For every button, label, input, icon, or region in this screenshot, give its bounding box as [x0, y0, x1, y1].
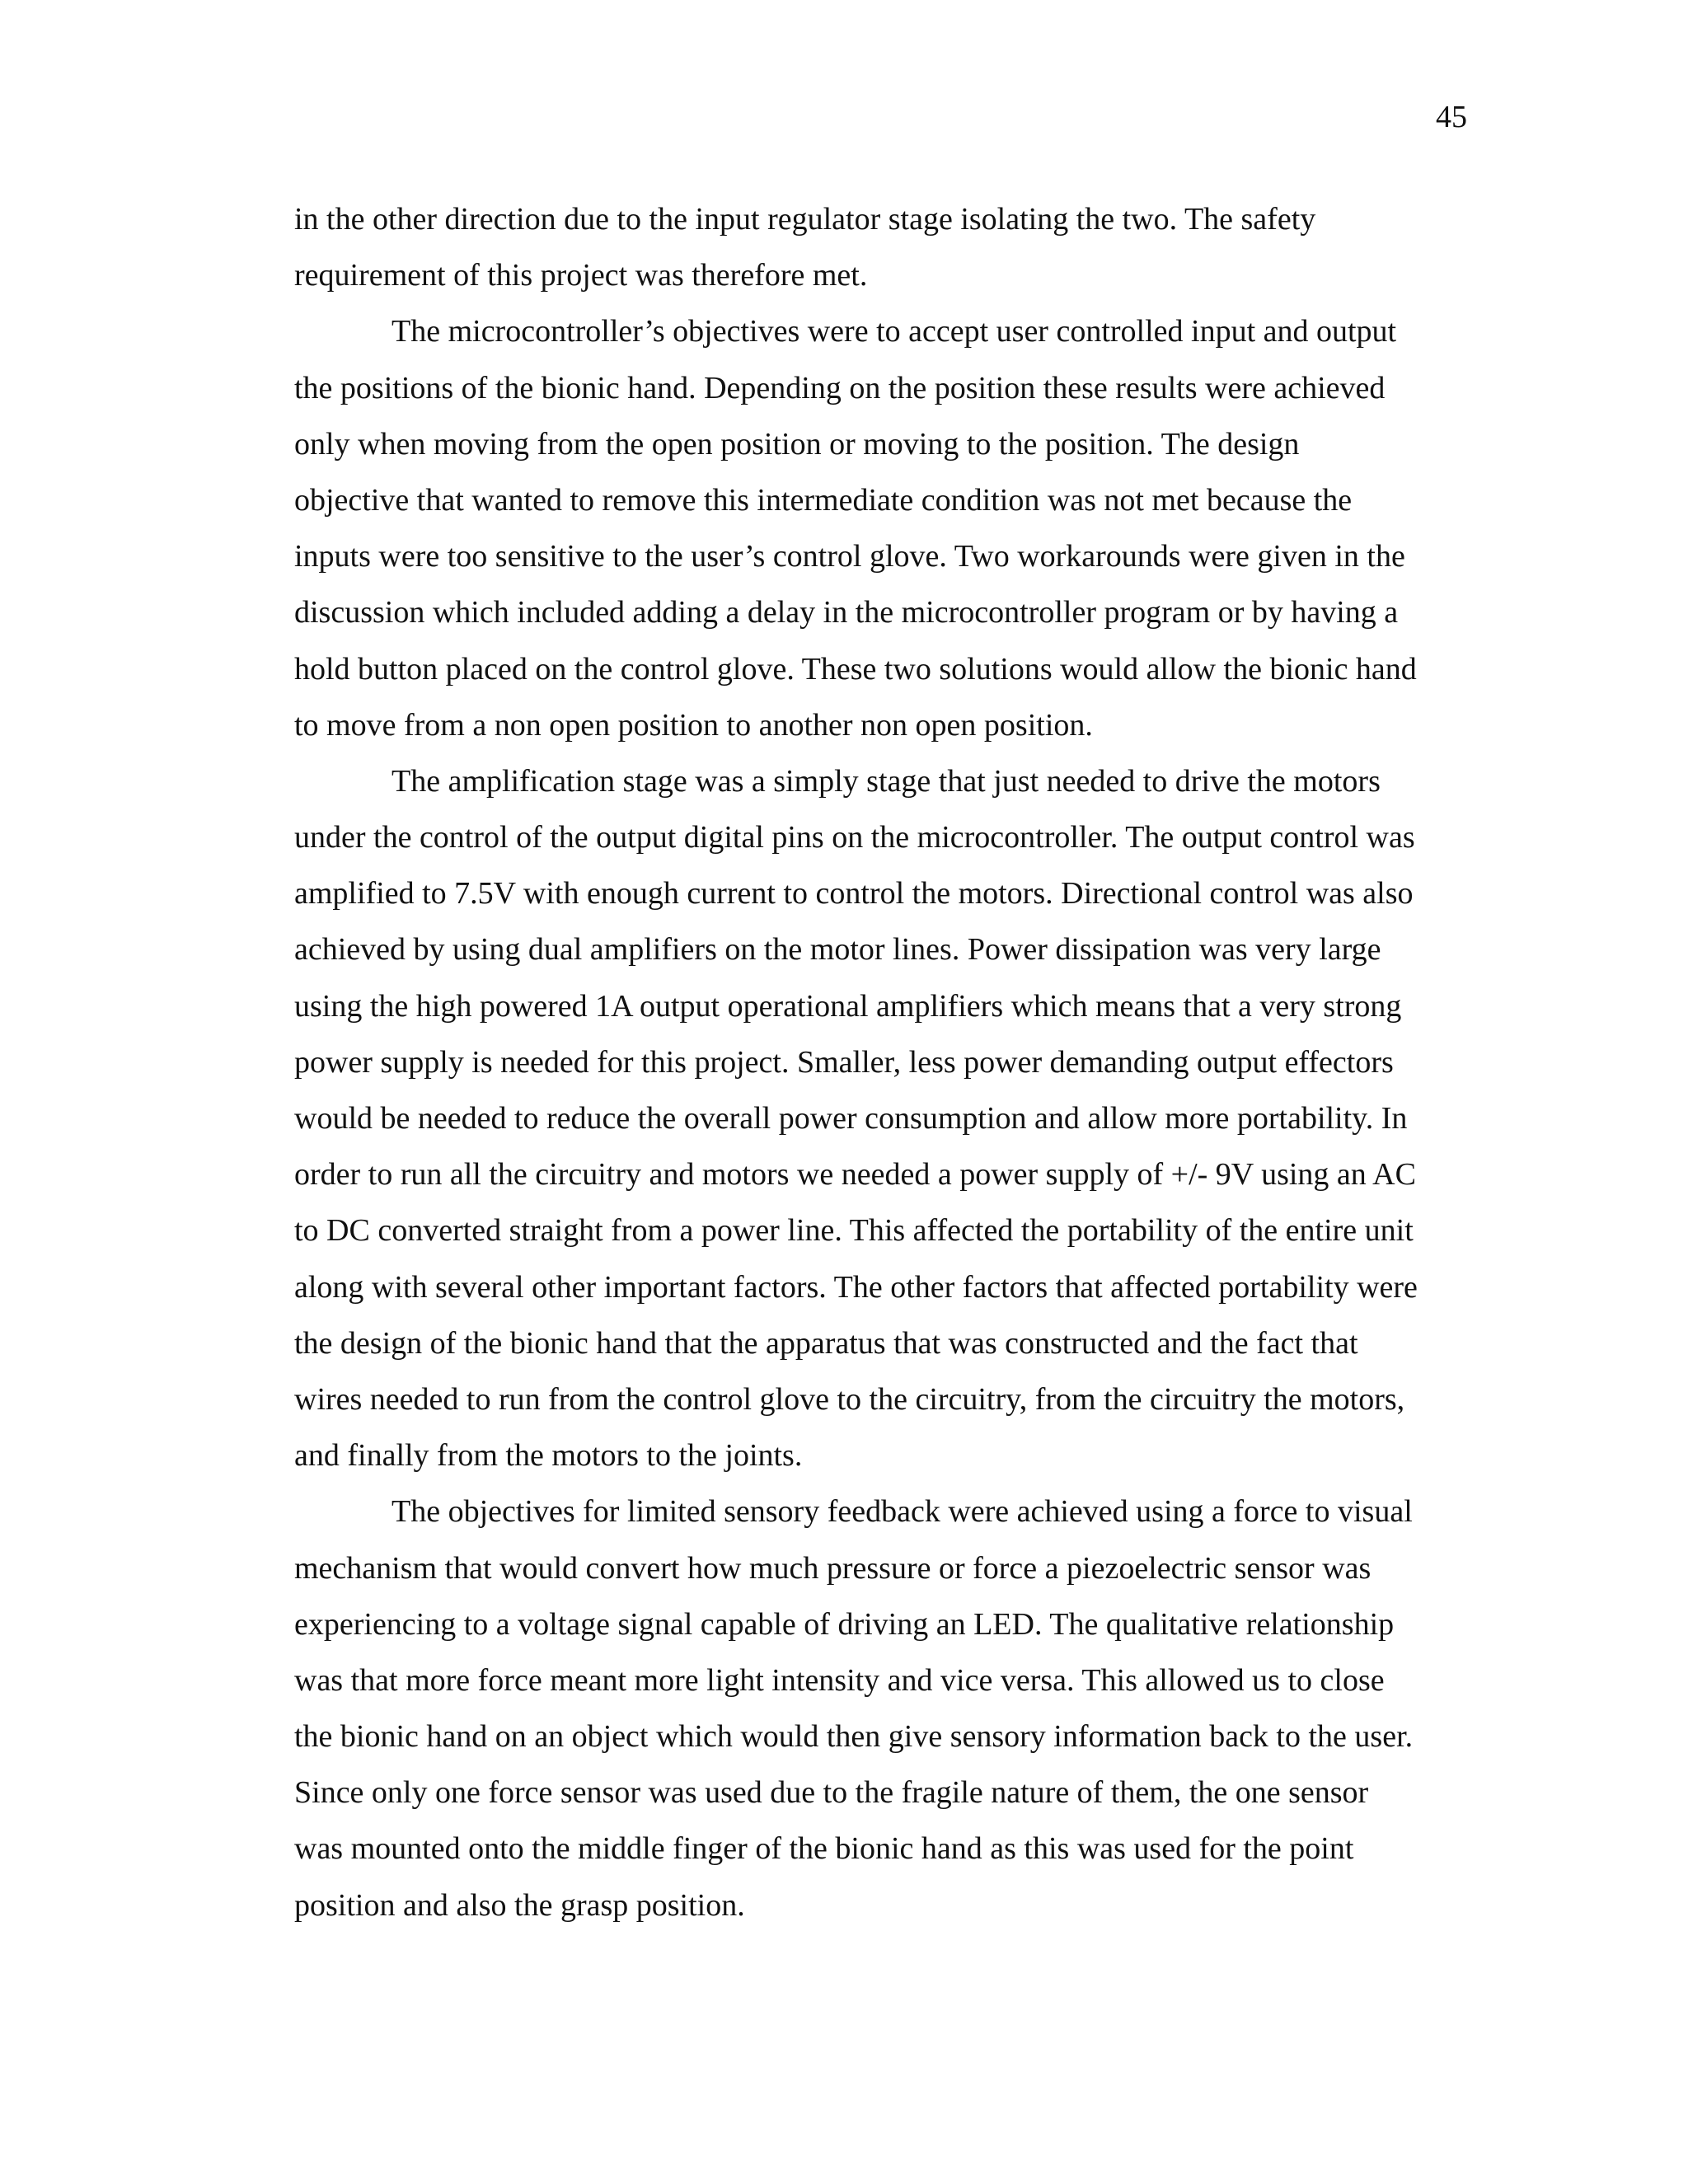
- text-line: along with several other important factors. The other factors that affected portability were: [294, 1269, 1418, 1305]
- text-line: achieved by using dual amplifiers on the motor lines. Power dissipation was very large: [294, 932, 1381, 968]
- text-line: inputs were too sensitive to the user’s control glove. Two workarounds were given in the: [294, 539, 1405, 574]
- page-number: 45: [1436, 100, 1467, 134]
- text-line: only when moving from the open position or moving to the position. The design: [294, 426, 1300, 462]
- text-line: objective that wanted to remove this intermediate condition was not met because the: [294, 482, 1353, 518]
- paragraph-first-line: The microcontroller’s objectives were to accept user controlled input and output: [392, 314, 1397, 349]
- text-line: the bionic hand on an object which would then give sensory information back to the user.: [294, 1719, 1414, 1755]
- text-line: position and also the grasp position.: [294, 1887, 745, 1923]
- text-line: discussion which included adding a delay in the microcontroller program or by having a: [294, 595, 1399, 630]
- text-line: to move from a non open position to another non open position.: [294, 707, 1093, 743]
- text-line: to DC converted straight from a power line. This affected the portability of the entire unit: [294, 1213, 1414, 1249]
- paragraph-first-line: The objectives for limited sensory feedback were achieved using a force to visual: [392, 1494, 1413, 1530]
- text-line: experiencing to a voltage signal capable of driving an LED. The qualitative relationship: [294, 1606, 1395, 1642]
- text-line: would be needed to reduce the overall power consumption and allow more portability. In: [294, 1101, 1408, 1136]
- text-line: requirement of this project was therefore met.: [294, 258, 868, 293]
- text-line: amplified to 7.5V with enough current to control the motors. Directional control was also: [294, 876, 1414, 912]
- text-line: wires needed to run from the control glove to the circuitry, from the circuitry the motors,: [294, 1381, 1405, 1417]
- text-line: was mounted onto the middle finger of the bionic hand as this was used for the point: [294, 1831, 1354, 1867]
- text-line: the design of the bionic hand that the apparatus that was constructed and the fact that: [294, 1325, 1358, 1361]
- text-line: in the other direction due to the input regulator stage isolating the two. The safety: [294, 202, 1316, 237]
- text-line: order to run all the circuitry and motors we needed a power supply of +/- 9V using an AC: [294, 1157, 1416, 1193]
- text-line: and finally from the motors to the joints.: [294, 1438, 803, 1474]
- text-line: mechanism that would convert how much pressure or force a piezoelectric sensor was: [294, 1550, 1372, 1586]
- body-text: [294, 191, 1473, 1933]
- text-line: the positions of the bionic hand. Depending on the position these results were achieved: [294, 370, 1386, 405]
- paragraph-first-line: The amplification stage was a simply stage that just needed to drive the motors: [392, 763, 1381, 799]
- text-line: Since only one force sensor was used due to the fragile nature of them, the one sensor: [294, 1775, 1369, 1811]
- text-line: power supply is needed for this project. Smaller, less power demanding output effectors: [294, 1044, 1394, 1080]
- text-line: was that more force meant more light intensity and vice versa. This allowed us to close: [294, 1662, 1385, 1698]
- text-line: under the control of the output digital pins on the microcontroller. The output control was: [294, 820, 1415, 855]
- text-line: hold button placed on the control glove. These two solutions would allow the bionic hand: [294, 651, 1417, 687]
- text-line: using the high powered 1A output operational amplifiers which means that a very strong: [294, 988, 1402, 1024]
